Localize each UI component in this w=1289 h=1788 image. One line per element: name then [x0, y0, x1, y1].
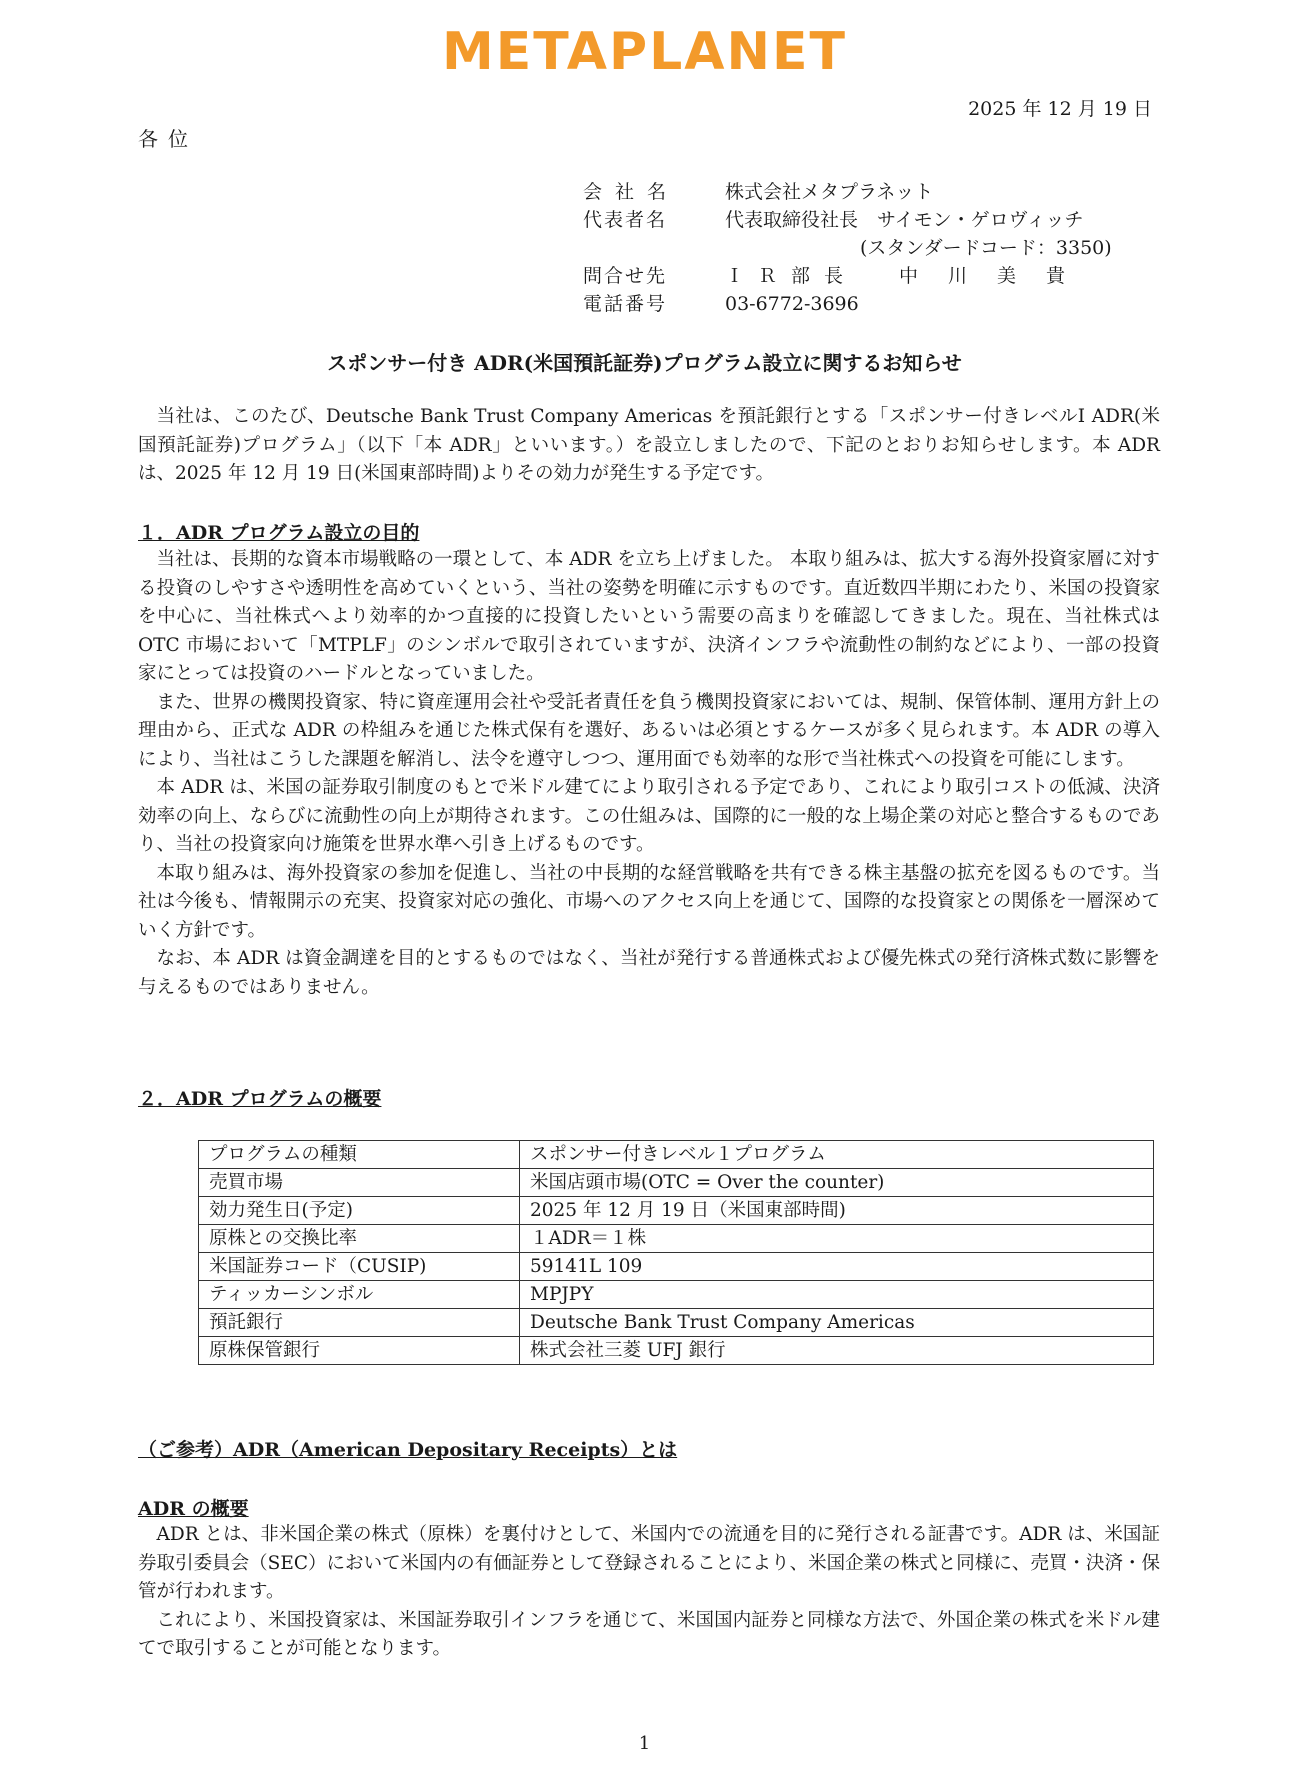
metaplanet-logo: METAPLANET — [442, 22, 847, 82]
reference-paragraph: これにより、米国投資家は、米国証券取引インフラを通じて、米国国内証券と同様な方法で、外国企業の株式を米ドル建てで取引することが可能となります。 — [138, 1609, 1160, 1659]
table-value-cell: 59141L 109 — [520, 1253, 1154, 1281]
issue-date: 2025 年 12 月 19 日 — [968, 98, 1152, 120]
table-row — [199, 1197, 1154, 1225]
section1-paragraph: また、世界の機関投資家、特に資産運用会社や受託者責任を負う機関投資家においては、規制、保管体制、運用方針上の理由から、正式な ADR の枠組みを通じた株式保有を選好、あるいは必須とするケースが多く見られます。本 ADR の導入により、当社はこうした課題を解消し、法令を遵守しつつ、運用面でも効率的な形で当社株式への投資を可能にします。 — [138, 691, 1160, 770]
table-row — [199, 1141, 1154, 1169]
section1-paragraph: 当社は、長期的な資本市場戦略の一環として、本 ADR を立ち上げました。 本取り組みは、拡大する海外投資家層に対する投資のしやすさや透明性を高めていくという、当社の姿勢を明確に示すものです。直近数四半期にわたり、米国の投資家を中心に、当社株式へより効率的かつ直接的に投資したいという需要の高まりを確認してきました。現在、当社株式は OTC 市場において「MTPLF」のシンボルで取引されていますが、決済インフラや流動性の制約などにより、一部の投資家にとっては投資のハードルとなっていました。 — [138, 549, 1160, 684]
contact-role: ＩＲ部長 — [725, 265, 858, 287]
table-key-cell: 原株保管銀行 — [199, 1337, 520, 1365]
table-row — [199, 1169, 1154, 1197]
representative-row — [583, 206, 1112, 234]
table-row — [199, 1337, 1154, 1365]
section1-body — [138, 546, 1160, 1002]
table-key-cell: 米国証券コード（CUSIP) — [199, 1253, 520, 1281]
table-value-cell: Deutsche Bank Trust Company Americas — [520, 1309, 1154, 1337]
section1-heading: １．ADR プログラム設立の目的 — [138, 522, 420, 544]
contact-name: 中川美貴 — [899, 265, 1096, 287]
table-value-cell: 株式会社三菱 UFJ 銀行 — [520, 1337, 1154, 1365]
table-row — [199, 1309, 1154, 1337]
company-name-row — [583, 178, 1112, 206]
reference-paragraph: ADR とは、非米国企業の株式（原株）を裏付けとして、米国内での流通を目的に発行される証書です。ADR は、米国証券取引委員会（SEC）において米国内の有価証券として登録されることにより、米国企業の株式と同様に、売買・決済・保管が行われます。 — [138, 1524, 1160, 1602]
representative-value: 代表取締役社長 サイモン・ゲロヴィッチ — [725, 209, 1084, 231]
table-value-cell: 2025 年 12 月 19 日（米国東部時間) — [520, 1197, 1154, 1225]
table-key-cell: 効力発生日(予定) — [199, 1197, 520, 1225]
adr-overview-subheading: ADR の概要 — [138, 1498, 249, 1520]
phone-row — [583, 290, 1112, 318]
company-info-block — [583, 178, 1112, 318]
company-name-value: 株式会社メタプラネット — [725, 181, 934, 203]
adr-overview-table — [198, 1140, 1154, 1365]
table-key-cell: プログラムの種類 — [199, 1141, 520, 1169]
table-row — [199, 1281, 1154, 1309]
intro-section — [138, 403, 1160, 489]
section2-heading: ２．ADR プログラムの概要 — [138, 1088, 382, 1110]
contact-row — [583, 262, 1112, 290]
table-value-cell: スポンサー付きレベル１プログラム — [520, 1141, 1154, 1169]
phone-label: 電話番号 — [583, 293, 668, 315]
table-value-cell: 米国店頭市場(OTC = Over the counter) — [520, 1169, 1154, 1197]
table-value-cell: MPJPY — [520, 1281, 1154, 1309]
section1-paragraph: なお、本 ADR は資金調達を目的とするものではなく、当社が発行する普通株式および優先株式の発行済株式数に影響を与えるものではありません。 — [138, 948, 1160, 998]
document-title: スポンサー付き ADR(米国預託証券)プログラム設立に関するお知らせ — [327, 351, 962, 375]
reference-heading: （ご参考）ADR（American Depositary Receipts）とは — [138, 1439, 678, 1461]
table-row — [199, 1225, 1154, 1253]
company-name-label: 会社名 — [583, 181, 680, 203]
contact-label: 問合せ先 — [583, 265, 668, 287]
table-row — [199, 1253, 1154, 1281]
addressee: 各位 — [138, 127, 198, 151]
section1-paragraph: 本取り組みは、海外投資家の参加を促進し、当社の中長期的な経営戦略を共有できる株主基盤の拡充を図るものです。当社は今後も、情報開示の充実、投資家対応の強化、市場へのアクセス向上を通じて、国際的な投資家との関係を一層深めていく方針です。 — [138, 862, 1160, 941]
representative-label: 代表者名 — [583, 209, 668, 231]
stock-code-value: (スタンダードコード：3350) — [860, 237, 1112, 259]
stock-code-row — [583, 234, 1112, 262]
table-value-cell: １ADR＝１株 — [520, 1225, 1154, 1253]
reference-body — [138, 1521, 1160, 1664]
table-key-cell: 原株との交換比率 — [199, 1225, 520, 1253]
phone-value: 03-6772-3696 — [725, 293, 859, 315]
page-number: 1 — [638, 1733, 651, 1754]
table-key-cell: 預託銀行 — [199, 1309, 520, 1337]
table-key-cell: ティッカーシンボル — [199, 1281, 520, 1309]
table-key-cell: 売買市場 — [199, 1169, 520, 1197]
section1-paragraph: 本 ADR は、米国の証券取引制度のもとで米ドル建てにより取引される予定であり、これにより取引コストの低減、決済効率の向上、ならびに流動性の向上が期待されます。この仕組みは、国際的に一般的な上場企業の対応と整合するものであり、当社の投資家向け施策を世界水準へ引き上げるものです。 — [138, 777, 1160, 855]
intro-paragraph: 当社は、このたび、Deutsche Bank Trust Company Americas を預託銀行とする「スポンサー付きレベルⅠ ADR(米国預託証券)プログラム」（以下「本 ADR」といいます。）を設立しましたので、下記のとおりお知らせします。本 ADR は、2025 年 12 月 19 日(米国東部時間)よりその効力が発生する予定です。 — [138, 406, 1160, 484]
